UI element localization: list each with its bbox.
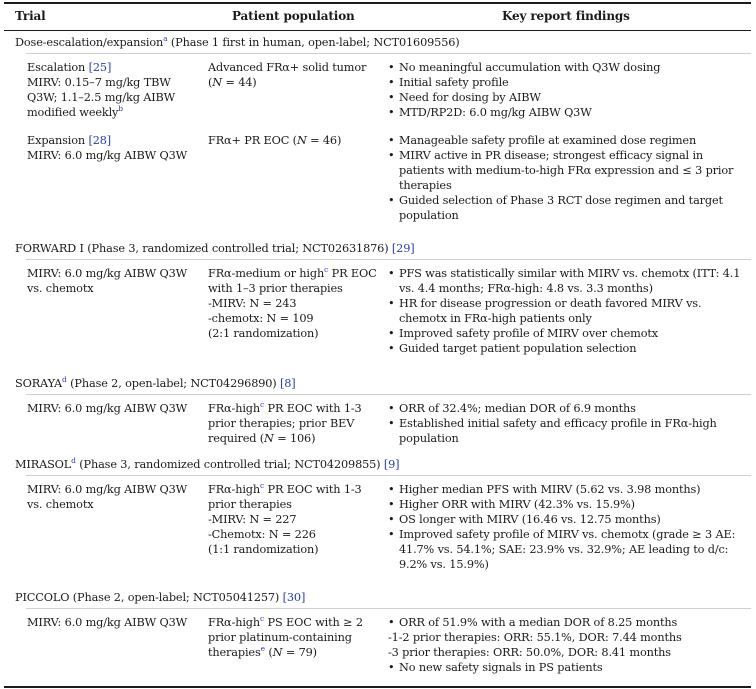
findings-soraya: [388, 401, 750, 446]
finding-subitem: -1-2 prior therapies: ORR: 55.1%, DOR: 7.44 months: [388, 631, 682, 644]
finding-item: • OS longer with MIRV (16.46 vs. 12.75 months): [388, 512, 750, 527]
finding-item: • Need for dosing by AIBW: [388, 90, 750, 105]
trial-soraya: MIRV: 6.0 mg/kg AIBW Q3W: [27, 402, 188, 415]
ref-25[interactable]: [25]: [88, 61, 112, 74]
section-title-forward-i: FORWARD I (Phase 3, randomized controlled trial; NCT02631876) [29]: [15, 242, 415, 255]
findings-expansion: [388, 133, 750, 223]
finding-item: • Guided target patient population selection: [388, 341, 750, 356]
findings-escalation: [388, 60, 750, 120]
header-findings: Key report findings: [502, 9, 630, 23]
finding-item: • MTD/RP2D: 6.0 mg/kg AIBW Q3W: [388, 105, 750, 120]
section-divider: [26, 608, 751, 609]
finding-item: • Initial safety profile: [388, 75, 750, 90]
header-trial: Trial: [15, 9, 46, 23]
section-title-mirasol: MIRASOL$^d$ (Phase 3, randomized controlled trial; NCT04209855) [9]: [15, 456, 400, 471]
footnote-a: a: [163, 34, 168, 43]
header-rule: [4, 30, 751, 31]
header-population: Patient population: [232, 9, 355, 23]
trial-expansion: Expansion [28] MIRV: 6.0 mg/kg AIBW Q3W: [27, 134, 188, 162]
section-divider: [26, 259, 751, 260]
footnote-b: b: [118, 104, 123, 113]
finding-subitem: -3 prior therapies: ORR: 50.0%, DOR: 8.41 months: [388, 646, 671, 659]
section-title-dose-escalation: Dose-escalation/expansion$^a$ (Phase 1 first in human, open-label; NCT01609556): [15, 34, 460, 49]
table-bottom-rule: [4, 686, 751, 688]
footnote-c: c: [324, 265, 329, 274]
finding-item: • Manageable safety profile at examined dose regimen: [388, 133, 750, 148]
findings-forward-i: [388, 266, 750, 356]
finding-item: • MIRV active in PR disease; strongest efficacy signal in patients with medium-to-high FRα expression and ≤ 3 prior therapies: [388, 148, 750, 193]
population-escalation: Advanced FRα+ solid tumor (N = 44): [208, 61, 367, 89]
finding-item: • Guided selection of Phase 3 RCT dose regimen and target population: [388, 193, 750, 223]
finding-item: • ORR of 51.9% with a median DOR of 8.25 months: [388, 615, 750, 630]
finding-item: • HR for disease progression or death favored MIRV vs. chemotx in FRα-high patients only: [388, 296, 750, 326]
finding-item: • Improved safety profile of MIRV over chemotx: [388, 326, 750, 341]
finding-item: • No new safety signals in PS patients: [388, 660, 750, 675]
section-title-soraya: SORAYA$^d$ (Phase 2, open-label; NCT04296890) [8]: [15, 375, 296, 390]
population-forward-i: FRα-medium or high$^c$ PR EOC with 1–3 prior therapies -MIRV: N = 243 -chemotx: N = 109 (2:1 randomization): [208, 265, 377, 340]
ref-29[interactable]: [29]: [391, 242, 415, 255]
trial-piccolo: MIRV: 6.0 mg/kg AIBW Q3W: [27, 616, 188, 629]
population-soraya: FRα-high$^c$ PR EOC with 1-3 prior therapies; prior BEV required (N = 106): [208, 400, 362, 445]
findings-piccolo: [388, 615, 750, 675]
footnote-e: e: [260, 644, 265, 653]
trial-escalation: Escalation [25] MIRV: 0.15–7 mg/kg TBW Q3W; 1.1–2.5 mg/kg AIBW modified weekly$^b$: [27, 61, 176, 119]
trial-mirasol: MIRV: 6.0 mg/kg AIBW Q3W vs. chemotx: [27, 483, 188, 511]
finding-item: • Established initial safety and efficacy profile in FRα-high population: [388, 416, 750, 446]
finding-item: • Higher ORR with MIRV (42.3% vs. 15.9%): [388, 497, 750, 512]
population-piccolo: FRα-high$^c$ PS EOC with ≥ 2 prior platinum-containing therapies$^e$ (N = 79): [208, 614, 363, 659]
section-title-piccolo: PICCOLO (Phase 2, open-label; NCT05041257) [30]: [15, 591, 306, 604]
population-mirasol: FRα-high$^c$ PR EOC with 1-3 prior therapies -MIRV: N = 227 -Chemotx: N = 226 (1:1 randomization): [208, 481, 362, 556]
population-expansion: FRα+ PR EOC (N = 46): [208, 134, 342, 147]
finding-item: • Improved safety profile of MIRV vs. chemotx (grade ≥ 3 AE: 41.7% vs. 54.1%; SAE: 23.9% vs. 32.9%; AE leading to d/c: 9.2% vs. 15.9%): [388, 527, 750, 572]
section-divider: [26, 475, 751, 476]
ref-9[interactable]: [9]: [383, 458, 400, 471]
table-top-rule: [4, 2, 751, 4]
footnote-d: d: [62, 375, 67, 384]
finding-item: • ORR of 32.4%; median DOR of 6.9 months: [388, 401, 750, 416]
finding-item: • PFS was statistically similar with MIRV vs. chemotx (ITT: 4.1 vs. 4.4 months; FRα-high: 4.8 vs. 3.3 months): [388, 266, 750, 296]
finding-item: • No meaningful accumulation with Q3W dosing: [388, 60, 750, 75]
finding-item: • Higher median PFS with MIRV (5.62 vs. 3.98 months): [388, 482, 750, 497]
ref-30[interactable]: [30]: [282, 591, 306, 604]
ref-28[interactable]: [28]: [88, 134, 112, 147]
section-divider: [26, 53, 751, 54]
section-divider: [26, 394, 751, 395]
ref-8[interactable]: [8]: [280, 377, 296, 390]
trial-forward-i: MIRV: 6.0 mg/kg AIBW Q3W vs. chemotx: [27, 267, 188, 295]
findings-mirasol: [388, 482, 750, 572]
